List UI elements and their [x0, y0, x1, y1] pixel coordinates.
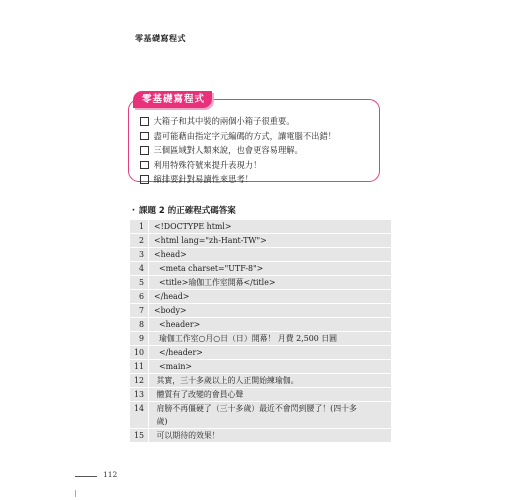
checkbox-icon: [140, 146, 149, 155]
code-line: [130, 402, 391, 428]
code-text: <html lang="zh-Hant-TW">: [154, 236, 267, 245]
checkbox-icon: [140, 175, 149, 184]
code-text: <title>瑜伽工作室開幕</title>: [154, 278, 276, 287]
tip-item: [140, 114, 336, 129]
code-line: [130, 262, 391, 275]
code-text: <header>: [154, 320, 201, 329]
line-number: 1: [130, 220, 149, 233]
tip-list: [140, 114, 336, 187]
code-text: <meta charset="UTF-8">: [154, 264, 264, 273]
code-text: </head>: [154, 292, 190, 301]
tip-item: [140, 158, 336, 173]
line-number: 2: [130, 234, 149, 247]
line-number: 4: [130, 262, 149, 275]
code-line: [130, 220, 391, 233]
code-text: </header>: [154, 348, 203, 357]
line-number: 11: [130, 360, 149, 373]
tip-item: [140, 143, 336, 158]
code-text: <!DOCTYPE html>: [154, 222, 232, 231]
code-line: [130, 318, 391, 331]
checkbox-icon: [140, 132, 149, 141]
code-line: [130, 429, 391, 442]
code-line: [130, 304, 391, 317]
checkbox-icon: [140, 161, 149, 170]
code-text: 肩膀不再僵硬了（三十多歲）最近不會閃到腰了！(四十多 歲): [156, 404, 357, 426]
bullet-icon: ‧: [132, 206, 135, 216]
code-line: [130, 360, 391, 373]
line-number: 9: [130, 332, 149, 345]
folio-rule: [75, 476, 97, 477]
line-number: 13: [130, 388, 149, 401]
code-line: [130, 248, 391, 261]
line-number: 5: [130, 276, 149, 289]
code-line: [130, 276, 391, 289]
code-text: 其實，三十多歲以上的人正開始練瑜伽。: [154, 376, 299, 385]
running-head: 零基礎寫程式: [135, 33, 186, 43]
tip-item-text: 縮排要針對易讀性來思考！: [153, 174, 254, 185]
code-text: 瑜伽工作室○月○日（日）開幕！ 月費 2,500 日圓: [154, 334, 338, 343]
code-line: [130, 290, 391, 303]
code-line: [130, 374, 391, 387]
trim-mark: [75, 490, 76, 497]
line-number: 14: [130, 402, 149, 428]
tip-item-text: 三個區域對人類來說，也會更容易理解。: [153, 145, 303, 156]
line-number: 10: [130, 346, 149, 359]
code-line: [130, 388, 391, 401]
checkbox-icon: [140, 117, 149, 126]
tip-item-text: 盡可能藉由指定字元編碼的方式，讓電腦不出錯！: [153, 130, 337, 141]
code-text: <main>: [154, 362, 193, 371]
section-heading-text: 課題 2 的正確程式碼答案: [138, 206, 236, 216]
code-text: 可以期待的效果！: [154, 431, 220, 440]
tip-box-title: 零基礎寫程式: [133, 91, 212, 108]
tip-item-text: 利用特殊符號來提升表現力！: [153, 159, 262, 170]
tip-item: [140, 129, 336, 144]
code-line: [130, 332, 391, 345]
line-number: 8: [130, 318, 149, 331]
code-line: [130, 346, 391, 359]
line-number: 7: [130, 304, 149, 317]
code-text: 體質有了改變的會員心聲: [154, 390, 244, 399]
tip-item-text: 大箱子和其中裝的兩個小箱子很重要。: [153, 116, 295, 127]
line-number: 6: [130, 290, 149, 303]
code-text: <body>: [154, 306, 187, 315]
line-number: 12: [130, 374, 149, 387]
code-text: <head>: [154, 250, 187, 259]
code-line: [130, 234, 391, 247]
code-block: [130, 220, 391, 443]
tip-item: [140, 172, 336, 187]
line-number: 15: [130, 429, 149, 442]
line-number: 3: [130, 248, 149, 261]
section-heading: [132, 204, 236, 216]
page-number: 112: [103, 470, 118, 479]
